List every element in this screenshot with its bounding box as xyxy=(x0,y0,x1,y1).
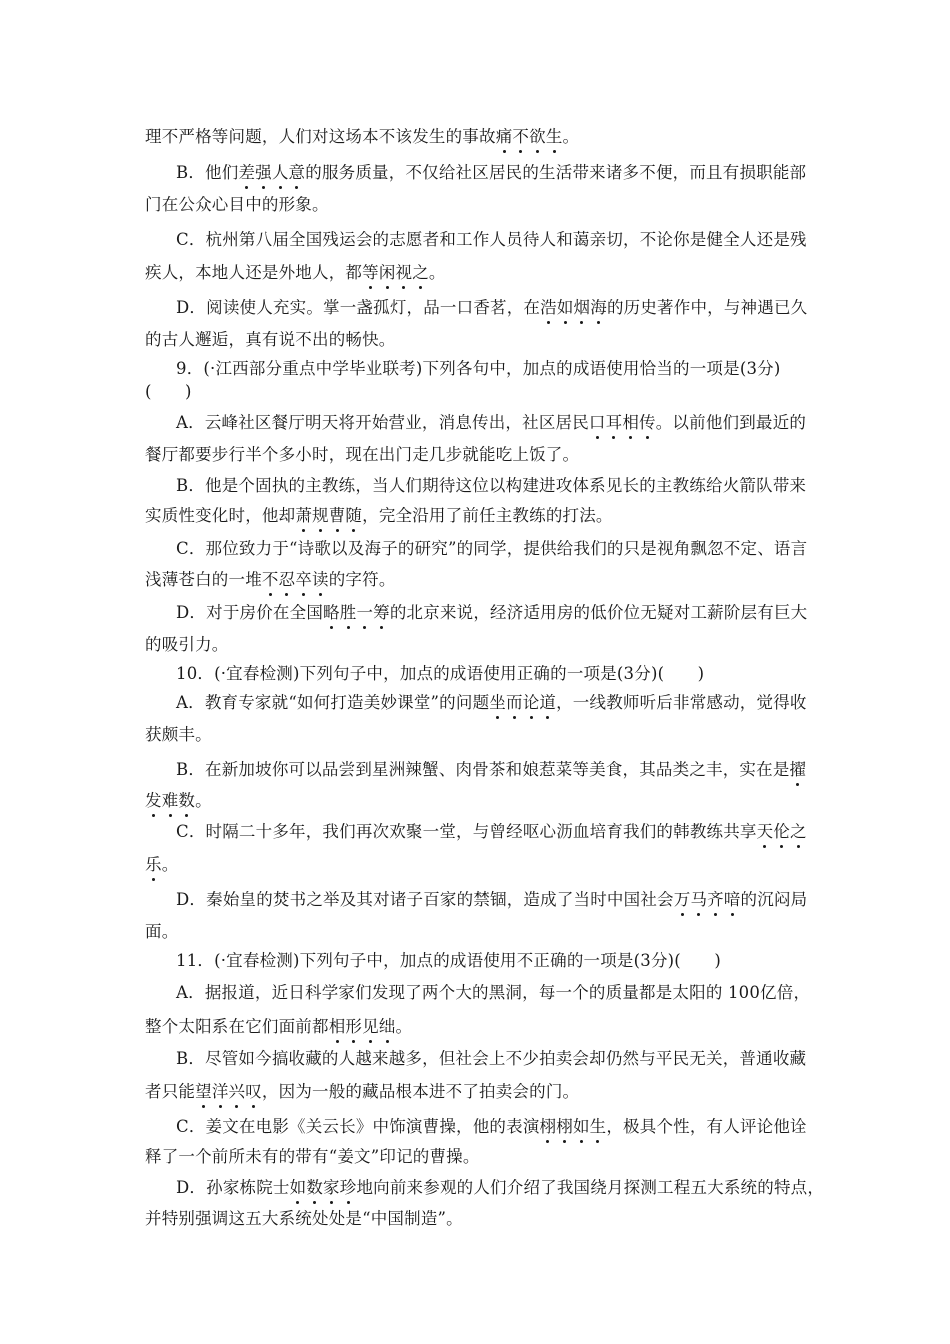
emphasis-dot-char: 强 xyxy=(255,163,272,182)
text-line xyxy=(145,259,446,283)
text-run: 的服务质量，不仅给社区居民的生活带来诸多不便，而且有损职能部 xyxy=(305,163,807,182)
text-line xyxy=(176,947,721,971)
emphasis-dot-char: 耳 xyxy=(605,413,623,432)
emphasized-idiom xyxy=(262,570,329,589)
emphasis-dot-char: 之 xyxy=(412,263,429,282)
emphasized-idiom xyxy=(290,1178,357,1197)
text-run: 11．(·宜春检测)下列句子中，加点的成语使用不正确的一项是(3分)( ) xyxy=(176,951,721,970)
text-line xyxy=(145,721,212,745)
text-run: 者只能 xyxy=(145,1082,196,1101)
text-run: 获颇丰。 xyxy=(145,725,212,744)
emphasis-dot-char: 闲 xyxy=(378,263,396,282)
emphasis-dot-char: 叹 xyxy=(245,1082,262,1101)
emphasized-idiom xyxy=(329,1017,396,1036)
emphasis-dot-char: 珍 xyxy=(339,1178,357,1197)
text-run: C．姜文在电影《关云长》中饰演曹操，他的表演 xyxy=(176,1117,540,1136)
text-run: 。 xyxy=(195,791,212,810)
text-run: 实质性变化时，他却 xyxy=(145,506,296,525)
text-run: D．秦始皇的焚书之举及其对诸子百家的禁锢，造成了当时中国社会 xyxy=(176,890,674,909)
emphasis-dot-char: 数 xyxy=(178,791,196,810)
emphasis-dot-char: 数 xyxy=(306,1178,324,1197)
emphasized-idiom xyxy=(145,791,195,810)
text-line xyxy=(176,409,806,433)
emphasis-dot-char: 差 xyxy=(238,163,256,182)
emphasized-idiom xyxy=(145,855,162,874)
emphasis-dot-char: 不 xyxy=(512,127,530,146)
text-line xyxy=(176,1045,806,1069)
emphasized-idiom xyxy=(323,603,390,622)
text-run: B．在新加坡你可以品尝到星洲辣蟹、肉骨茶和娘惹菜等美食，其品类之丰，实在是 xyxy=(176,760,790,779)
text-run: 。 xyxy=(562,127,580,146)
emphasis-dot-char: 海 xyxy=(590,298,607,317)
text-run: 。 xyxy=(161,855,179,874)
emphasis-dot-char: 家 xyxy=(323,1178,340,1197)
emphasis-dot-char: 生 xyxy=(545,127,563,146)
emphasis-dot-char: 人 xyxy=(271,163,289,182)
emphasis-dot-char: 栩 xyxy=(556,1117,573,1136)
text-line xyxy=(145,123,579,147)
emphasis-dot-char: 意 xyxy=(288,163,306,182)
text-run: ( ) xyxy=(145,382,192,401)
text-run: B．他是个固执的主教练，当人们期待这位以构建进攻体系见长的主教练给火箭队带来 xyxy=(176,476,807,495)
emphasis-dot-char: 曹 xyxy=(328,506,346,525)
text-run: C．那位致力于“诗歌以及海子的研究”的同学，提供给我们的只是视角飘忽不定、语言 xyxy=(176,539,808,558)
text-run: 。以前他们到最近的 xyxy=(655,413,807,432)
emphasized-idiom xyxy=(540,298,607,317)
text-run: 餐厅都要步行半个多小时，现在出门走几步就能吃上饭了。 xyxy=(145,445,580,464)
emphasis-dot-char: 卒 xyxy=(295,570,313,589)
emphasis-dot-char: 天 xyxy=(756,822,774,841)
text-line xyxy=(176,159,806,183)
emphasis-dot-char: 道 xyxy=(539,693,557,712)
emphasis-dot-char: 忍 xyxy=(278,570,296,589)
text-run: 的吸引力。 xyxy=(145,635,229,654)
emphasis-dot-char: 喑 xyxy=(723,890,741,909)
text-line xyxy=(145,851,178,875)
text-run: ，极具个性，有人评论他诠 xyxy=(606,1117,807,1136)
emphasis-dot-char: 发 xyxy=(145,791,162,810)
emphasis-dot-char: 传 xyxy=(639,413,656,432)
emphasized-idiom xyxy=(674,890,741,909)
text-run: 释了一个前所未有的带有“姜文”印记的曹操。 xyxy=(145,1147,480,1166)
emphasis-dot-char: 口 xyxy=(588,413,606,432)
text-line xyxy=(145,378,192,402)
emphasized-idiom xyxy=(757,822,807,841)
text-line xyxy=(176,979,810,1003)
emphasis-dot-char: 痛 xyxy=(495,127,513,146)
text-line xyxy=(145,1143,480,1167)
text-run: 。 xyxy=(395,1017,413,1036)
emphasis-dot-char: 欲 xyxy=(529,127,546,146)
text-run: A．云峰社区餐厅明天将开始营业，消息传出，社区居民 xyxy=(176,413,589,432)
text-line xyxy=(176,472,806,496)
text-run: 。 xyxy=(428,263,446,282)
text-line xyxy=(176,756,806,780)
emphasized-idiom xyxy=(295,506,362,525)
text-line xyxy=(145,326,396,350)
emphasis-dot-char: 相 xyxy=(622,413,640,432)
emphasis-dot-char: 相 xyxy=(328,1017,346,1036)
emphasis-dot-char: 筹 xyxy=(373,603,390,622)
emphasis-dot-char: 难 xyxy=(161,791,179,810)
text-run: ，因为一般的藏品根本进不了拍卖会的门。 xyxy=(261,1082,580,1101)
emphasized-idiom xyxy=(540,1117,607,1136)
emphasized-idiom xyxy=(496,127,563,146)
emphasized-idiom xyxy=(589,413,656,432)
text-run: 面。 xyxy=(145,922,179,941)
text-line xyxy=(176,1174,824,1198)
emphasized-idiom xyxy=(790,760,807,779)
emphasis-dot-char: 视 xyxy=(395,263,413,282)
emphasis-dot-char: 伦 xyxy=(773,822,791,841)
text-run: 门在公众心目中的形象。 xyxy=(145,195,329,214)
emphasis-dot-char: 等 xyxy=(362,263,379,282)
text-line xyxy=(176,355,781,379)
emphasis-dot-char: 坐 xyxy=(489,693,506,712)
text-run: D．孙家栋院士 xyxy=(176,1178,290,1197)
emphasis-dot-char: 萧 xyxy=(295,506,313,525)
text-run: 的沉闷局 xyxy=(740,890,808,909)
emphasis-dot-char: 万 xyxy=(673,890,691,909)
emphasis-dot-char: 生 xyxy=(589,1117,607,1136)
emphasis-dot-char: 如 xyxy=(572,1117,590,1136)
emphasis-dot-char: 见 xyxy=(362,1017,379,1036)
emphasis-dot-char: 论 xyxy=(522,693,540,712)
emphasis-dot-char: 绌 xyxy=(378,1017,396,1036)
text-run: 并特别强调这五大系统处处是“中国制造”。 xyxy=(145,1209,463,1228)
text-line xyxy=(176,1113,807,1137)
text-run: D．对于房价在全国 xyxy=(176,603,324,622)
text-line xyxy=(145,1013,412,1037)
emphasis-dot-char: 乐 xyxy=(145,855,162,874)
emphasis-dot-char: 如 xyxy=(289,1178,307,1197)
emphasis-dot-char: 规 xyxy=(312,506,329,525)
emphasized-idiom xyxy=(238,163,305,182)
emphasis-dot-char: 读 xyxy=(312,570,329,589)
text-line xyxy=(176,818,807,842)
text-run: 的历史著作中，与神遇已久 xyxy=(606,298,808,317)
text-line xyxy=(145,566,396,590)
text-run: 9．(·江西部分重点中学毕业联考)下列各句中，加点的成语使用恰当的一项是(3分) xyxy=(176,359,781,378)
emphasis-dot-char: 之 xyxy=(790,822,807,841)
emphasis-dot-char: 望 xyxy=(195,1082,212,1101)
text-run: 地向前来参观的人们介绍了我国绕月探测工程五大系统的特点， xyxy=(356,1178,825,1197)
text-line xyxy=(145,441,579,465)
emphasis-dot-char: 马 xyxy=(690,890,708,909)
text-line xyxy=(176,226,807,250)
text-run: 整个太阳系在它们面前都 xyxy=(145,1017,329,1036)
emphasis-dot-char: 擢 xyxy=(789,760,807,779)
emphasis-dot-char: 而 xyxy=(506,693,523,712)
text-run: 的北京来说，经济适用房的低价位无疑对工薪阶层有巨大 xyxy=(389,603,808,622)
text-run: C．时隔二十多年，我们再次欢聚一堂，与曾经呕心沥血培育我们的韩教练共享 xyxy=(176,822,757,841)
text-line xyxy=(176,689,807,713)
text-run: A．教育专家就“如何打造美妙课堂”的问题 xyxy=(176,693,490,712)
text-run: C．杭州第八届全国残运会的志愿者和工作人员待人和蔼亲切，不论你是健全人还是残 xyxy=(176,230,807,249)
emphasis-dot-char: 随 xyxy=(345,506,363,525)
text-run: ，一线教师听后非常感动，觉得收 xyxy=(556,693,807,712)
emphasis-dot-char: 栩 xyxy=(539,1117,557,1136)
text-run: 10．(·宜春检测)下列句子中，加点的成语使用正确的一项是(3分)( ) xyxy=(176,664,705,683)
emphasis-dot-char: 胜 xyxy=(339,603,357,622)
text-run: 的字符。 xyxy=(328,570,396,589)
emphasis-dot-char: 兴 xyxy=(228,1082,246,1101)
text-line xyxy=(145,1205,463,1229)
text-run: 疾人，本地人还是外地人，都 xyxy=(145,263,363,282)
text-run: ，完全沿用了前任主教练的打法。 xyxy=(362,506,613,525)
text-line xyxy=(145,191,329,215)
text-line xyxy=(176,886,807,910)
emphasis-dot-char: 烟 xyxy=(573,298,591,317)
emphasis-dot-char: 形 xyxy=(345,1017,363,1036)
text-line xyxy=(145,631,229,655)
text-run: 理不严格等问题，人们对这场本不该发生的事故 xyxy=(145,127,496,146)
text-run: B．他们 xyxy=(176,163,239,182)
emphasis-dot-char: 如 xyxy=(556,298,574,317)
text-line xyxy=(176,660,704,684)
emphasized-idiom xyxy=(195,1082,262,1101)
text-line xyxy=(145,918,178,942)
emphasized-idiom xyxy=(362,263,429,282)
emphasis-dot-char: 洋 xyxy=(211,1082,229,1101)
text-line xyxy=(145,787,212,811)
text-run: D．阅读使人充实。掌一盏孤灯，品一口香茗，在 xyxy=(176,298,541,317)
emphasis-dot-char: 齐 xyxy=(707,890,724,909)
text-run: 的古人邂逅，真有说不出的畅快。 xyxy=(145,330,396,349)
text-line xyxy=(176,599,807,623)
emphasis-dot-char: 略 xyxy=(323,603,340,622)
emphasis-dot-char: 不 xyxy=(261,570,279,589)
text-run: 浅薄苍白的一堆 xyxy=(145,570,262,589)
text-line xyxy=(145,502,613,526)
emphasis-dot-char: 一 xyxy=(356,603,374,622)
text-line xyxy=(145,1078,579,1102)
emphasis-dot-char: 浩 xyxy=(540,298,557,317)
text-run: B．尽管如今搞收藏的人越来越多，但社会上不少拍卖会却仍然与平民无关，普通收藏 xyxy=(176,1049,807,1068)
text-line xyxy=(176,294,807,318)
emphasized-idiom xyxy=(489,693,556,712)
text-run: A．据报道，近日科学家们发现了两个大的黑洞，每一个的质量都是太阳的 100亿倍， xyxy=(176,983,811,1002)
text-line xyxy=(176,535,807,559)
